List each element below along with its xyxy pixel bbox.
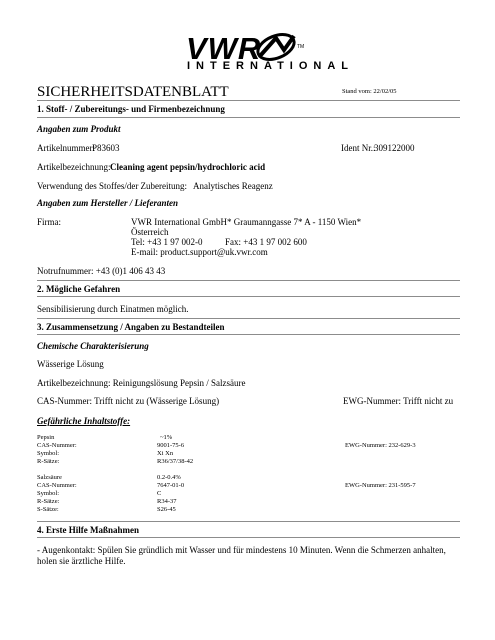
section-4-heading: 4. Erste Hilfe Maßnahmen: [37, 525, 139, 535]
product-subheading: Angaben zum Produkt: [37, 124, 121, 134]
ingredient-name: Salzsäure: [37, 474, 62, 481]
ingredient-name: Pepsin: [37, 434, 55, 441]
s-value: S26-45: [157, 506, 176, 513]
section-3-heading: 3. Zusammensetzung / Angaben zu Bestandteilen: [37, 322, 225, 332]
article-number-label: Artikelnummer:: [37, 143, 95, 153]
symbol-label: Symbol:: [37, 450, 60, 457]
logo-trademark: TM: [297, 44, 305, 50]
s-label: S-Sätze:: [37, 506, 59, 513]
article-number-value: P83603: [92, 143, 120, 153]
first-aid-text: - Augenkontakt: Spülen Sie gründlich mit Wasser und für mindestens 10 Minuten. Wenn die Schmerzen anhalten, holen sie ärztliche Hilfe.: [37, 545, 446, 566]
logo-subtitle: INTERNATIONAL: [187, 60, 355, 72]
cas-label: CAS-Nummer:: [37, 442, 77, 449]
ident-label: Ident Nr.:: [341, 143, 376, 153]
chem-subheading: Chemische Charakterisierung: [37, 341, 149, 351]
logo-brand: VWR: [186, 31, 262, 66]
divider: [37, 280, 460, 281]
manufacturer-subheading: Angaben zum Hersteller / Lieferanten: [37, 198, 179, 208]
cas-value: 7647-01-0: [157, 482, 185, 489]
article-name-label: Artikelbezeichnung:: [37, 162, 111, 172]
cas-value: 9001-75-6: [157, 442, 185, 449]
divider: [37, 318, 460, 319]
ingredient-concentration: 0.2-0.4%: [157, 474, 181, 481]
divider: [37, 334, 460, 335]
article-description: Artikelbezeichnung: Reinigungslösung Pepsin / Salzsäure: [37, 378, 246, 388]
company-fax: Fax: +43 1 97 002 600: [225, 237, 307, 247]
ewg-line: EWG-Nummer: Trifft nicht zu: [343, 396, 454, 406]
divider: [37, 296, 460, 297]
r-label: R-Sätze:: [37, 498, 60, 505]
logo-swoosh-icon: [254, 30, 300, 64]
company-country: Österreich: [131, 227, 169, 237]
ingredient-concentration: ~1%: [160, 434, 173, 441]
chem-text: Wässerige Lösung: [37, 359, 104, 369]
r-value: R36/37/38-42: [157, 458, 194, 465]
divider: [37, 100, 460, 101]
cas-label: CAS-Nummer:: [37, 482, 77, 489]
cas-line: CAS-Nummer: Trifft nicht zu (Wässerige Lösung): [37, 396, 220, 406]
usage-value: Analytisches Reagenz: [193, 181, 273, 191]
symbol-value: Xi Xn: [157, 450, 174, 457]
ident-value: 309122000: [374, 143, 415, 153]
company-email[interactable]: E-mail: product.support@uk.vwr.com: [131, 247, 268, 257]
symbol-value: C: [157, 490, 162, 497]
r-label: R-Sätze:: [37, 458, 60, 465]
ewg-value: EWG-Nummer: 231-595-7: [345, 482, 416, 489]
stand-date: Stand vom: 22/02/05: [342, 88, 397, 95]
emergency-number: Notrufnummer: +43 (0)1 406 43 43: [37, 266, 166, 276]
ewg-value: EWG-Nummer: 232-629-3: [345, 442, 416, 449]
section-1-heading: 1. Stoff- / Zubereitungs- und Firmenbezeichnung: [37, 104, 225, 114]
hazardous-ingredients-subheading: Gefährliche Inhaltstoffe:: [37, 416, 131, 426]
r-value: R34-37: [157, 498, 177, 505]
divider: [37, 521, 460, 522]
divider: [37, 117, 460, 118]
usage-label: Verwendung des Stoffes/der Zubereitung:: [37, 181, 188, 191]
section-2-heading: 2. Mögliche Gefahren: [37, 284, 121, 294]
company-tel: Tel: +43 1 97 002-0: [131, 237, 203, 247]
hazard-text: Sensibilisierung durch Einatmen möglich.: [37, 304, 189, 314]
page-title: SICHERHEITSDATENBLATT: [37, 84, 229, 100]
company-label: Firma:: [37, 217, 61, 227]
article-name-value: Cleaning agent pepsin/hydrochloric acid: [110, 162, 266, 172]
symbol-label: Symbol:: [37, 490, 60, 497]
divider: [37, 537, 460, 538]
company-address: VWR International GmbH* Graumanngasse 7* A - 1150 Wien*: [131, 217, 362, 227]
